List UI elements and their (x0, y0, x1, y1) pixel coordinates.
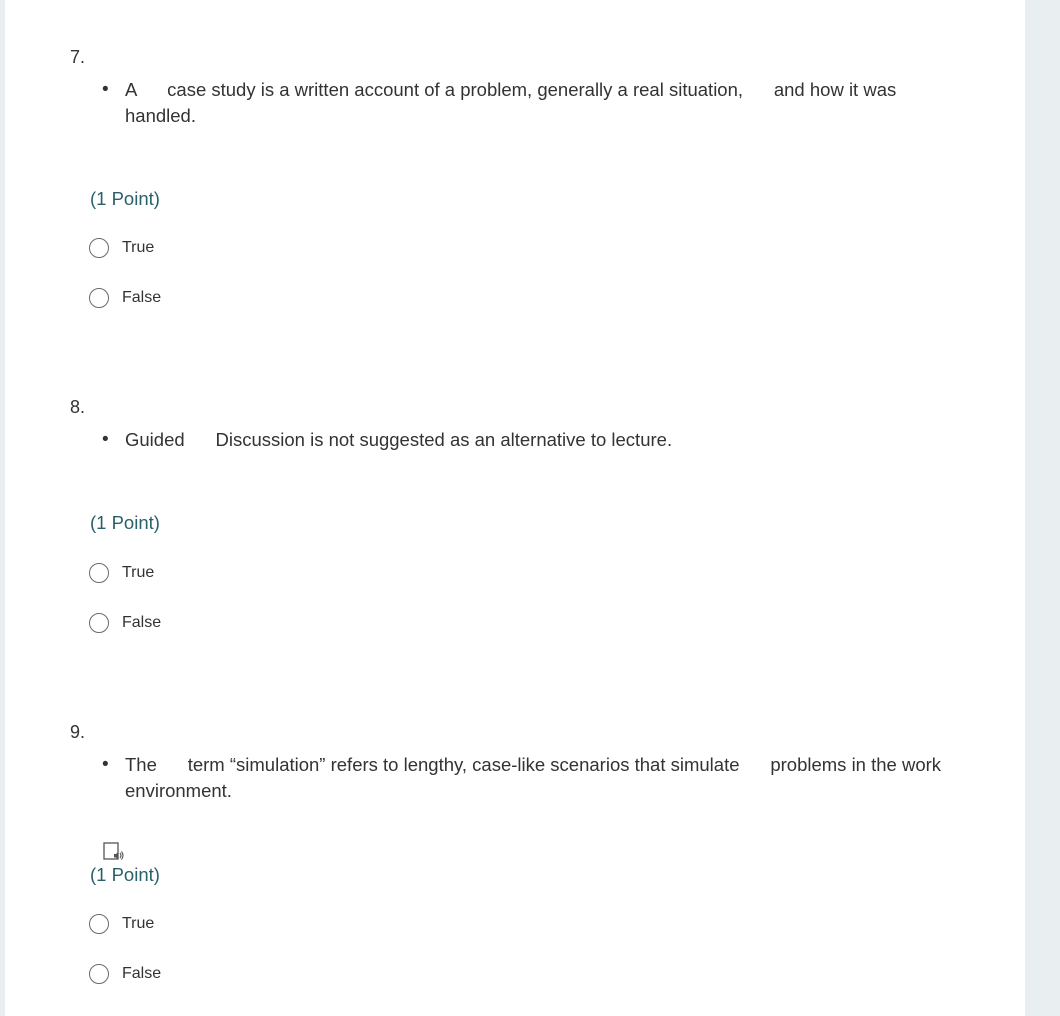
bullet-icon: • (102, 754, 109, 775)
option-true[interactable] (89, 560, 154, 586)
question-number: 8. (70, 397, 86, 417)
question-points: (1 Point) (90, 512, 160, 533)
radio-button[interactable] (89, 964, 109, 984)
option-label: True (122, 564, 155, 581)
radio-button[interactable] (89, 613, 109, 633)
option-false[interactable] (89, 285, 161, 311)
bullet-icon: • (102, 429, 109, 450)
radio-button[interactable] (89, 238, 109, 258)
option-label: False (122, 965, 162, 982)
question-text: A case study is a written account of a problem, generally a real situation, and how it was handled. (125, 79, 902, 126)
radio-button[interactable] (89, 288, 109, 308)
option-true[interactable] (89, 911, 154, 937)
question-text: The term “simulation” refers to lengthy, case-like scenarios that simulate problems in the work environment. (125, 754, 947, 801)
option-false[interactable] (89, 961, 161, 987)
radio-button[interactable] (89, 914, 109, 934)
immersive-reader-icon[interactable] (103, 842, 125, 862)
question-text: Guided Discussion is not suggested as an alternative to lecture. (125, 429, 673, 450)
question-points: (1 Point) (90, 188, 160, 209)
bullet-icon: • (102, 79, 109, 100)
option-label: True (122, 915, 155, 932)
question-number: 7. (70, 47, 86, 67)
option-false[interactable] (89, 610, 161, 636)
option-true[interactable] (89, 235, 154, 261)
radio-button[interactable] (89, 563, 109, 583)
option-label: False (122, 289, 162, 306)
option-label: False (122, 614, 162, 631)
form-card (5, 0, 1025, 1016)
question-points: (1 Point) (90, 864, 160, 885)
option-label: True (122, 239, 155, 256)
question-number: 9. (70, 722, 86, 742)
